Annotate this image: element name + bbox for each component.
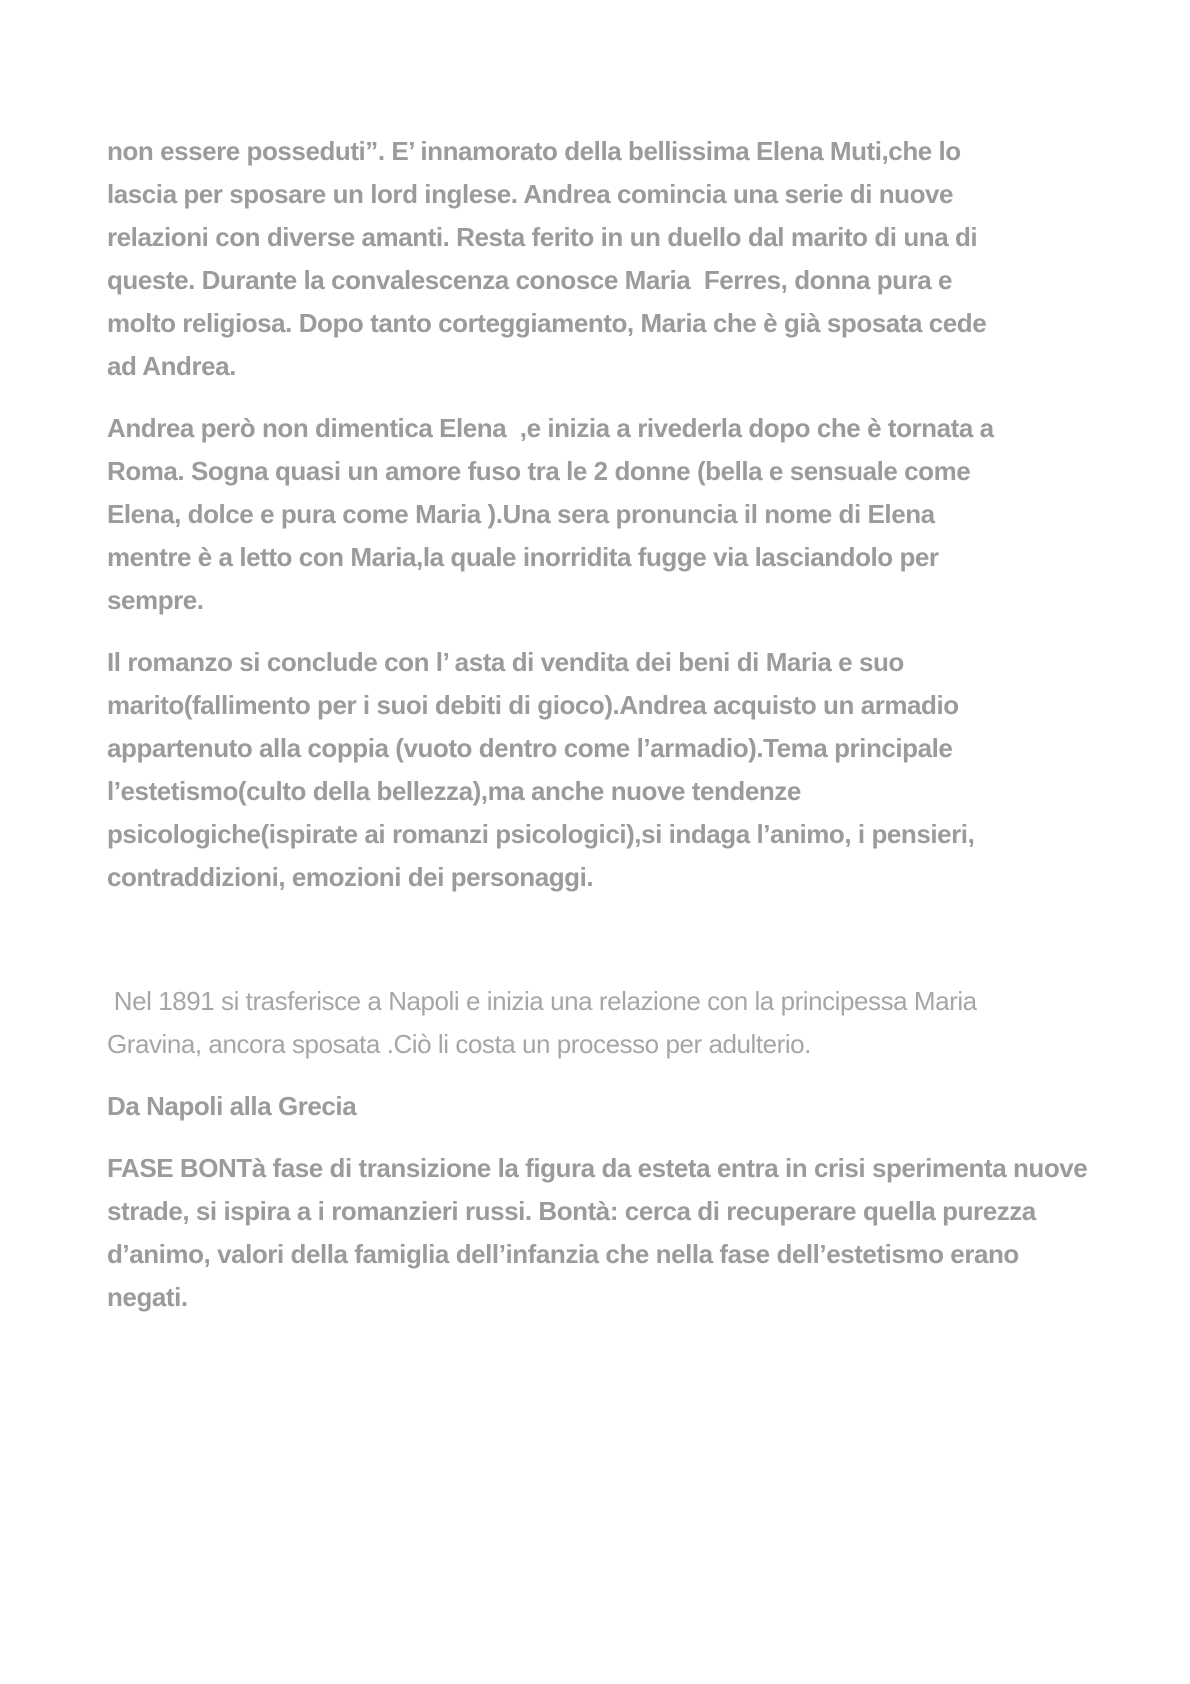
- text-line: non essere posseduti”. E’ innamorato della bellissima Elena Muti,che lo: [107, 136, 961, 166]
- text-line: appartenuto alla coppia (vuoto dentro come l’armadio).Tema principale: [107, 733, 953, 763]
- text-line: negati.: [107, 1282, 188, 1312]
- text-line: Da Napoli alla Grecia: [107, 1091, 357, 1121]
- text-line: relazioni con diverse amanti. Resta ferito in un duello dal marito di una di: [107, 222, 978, 252]
- paragraph: [107, 407, 1117, 622]
- text-line: marito(fallimento per i suoi debiti di gioco).Andrea acquisto un armadio: [107, 690, 959, 720]
- text-line: Il romanzo si conclude con l’ asta di vendita dei beni di Maria e suo: [107, 647, 904, 677]
- text-line: mentre è a letto con Maria,la quale inorridita fugge via lasciandolo per: [107, 542, 939, 572]
- empty-paragraph: [107, 918, 1117, 961]
- paragraph: [107, 1085, 1117, 1128]
- text-line: strade, si ispira a i romanzieri russi. Bontà: cerca di recuperare quella purezza: [107, 1196, 1036, 1226]
- document-body: [107, 130, 1117, 1338]
- text-line: Nel 1891 si trasferisce a Napoli e inizia una relazione con la principessa Maria: [107, 986, 977, 1016]
- text-line: contraddizioni, emozioni dei personaggi.: [107, 862, 594, 892]
- text-line: l’estetismo(culto della bellezza),ma anche nuove tendenze: [107, 776, 801, 806]
- paragraph: [107, 980, 1117, 1066]
- text-line: lascia per sposare un lord inglese. Andrea comincia una serie di nuove: [107, 179, 954, 209]
- text-line: sempre.: [107, 585, 204, 615]
- text-line: Roma. Sogna quasi un amore fuso tra le 2 donne (bella e sensuale come: [107, 456, 971, 486]
- paragraph: [107, 641, 1117, 899]
- paragraph: [107, 1147, 1117, 1319]
- text-line: psicologiche(ispirate ai romanzi psicologici),si indaga l’animo, i pensieri,: [107, 819, 975, 849]
- paragraph: [107, 130, 1117, 388]
- text-line: Gravina, ancora sposata .Ciò li costa un processo per adulterio.: [107, 1029, 811, 1059]
- text-line: Andrea però non dimentica Elena ,e inizia a rivederla dopo che è tornata a: [107, 413, 994, 443]
- text-line: queste. Durante la convalescenza conosce Maria Ferres, donna pura e: [107, 265, 953, 295]
- text-line: ad Andrea.: [107, 351, 236, 381]
- text-line: [107, 918, 1117, 961]
- text-line: FASE BONTà fase di transizione la figura da esteta entra in crisi sperimenta nuove: [107, 1153, 1088, 1183]
- text-line: d’animo, valori della famiglia dell’infanzia che nella fase dell’estetismo erano: [107, 1239, 1019, 1269]
- text-line: Elena, dolce e pura come Maria ).Una sera pronuncia il nome di Elena: [107, 499, 935, 529]
- text-line: molto religiosa. Dopo tanto corteggiamento, Maria che è già sposata cede: [107, 308, 987, 338]
